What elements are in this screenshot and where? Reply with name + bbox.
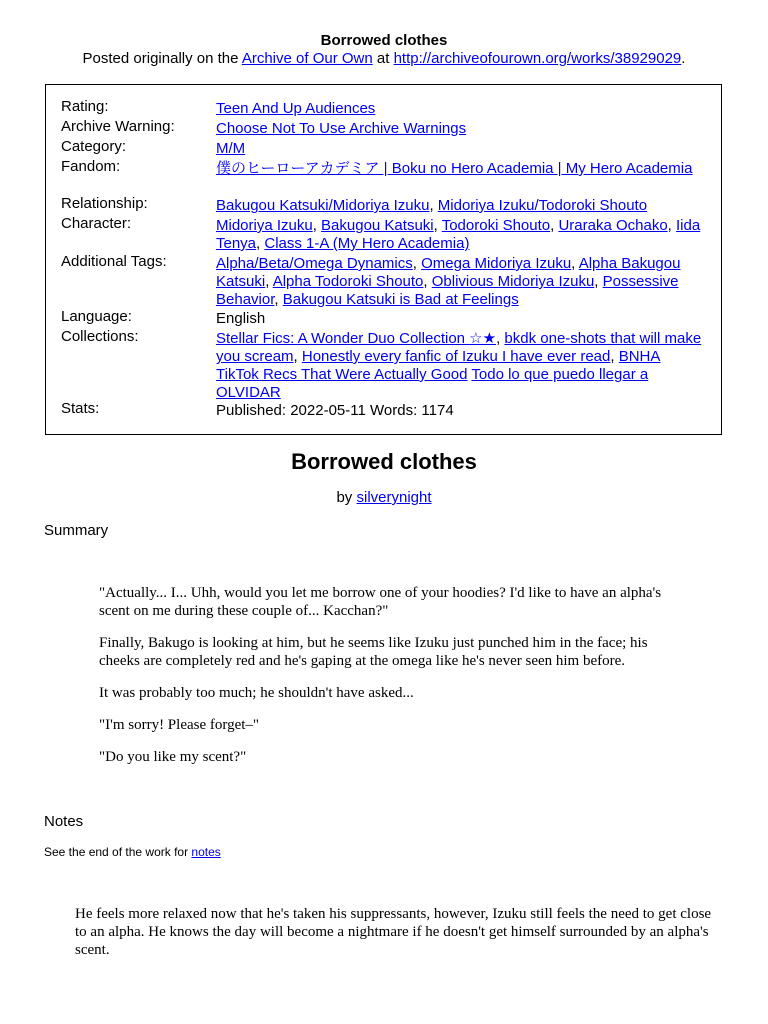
summary-block xyxy=(99,584,679,780)
work-title: Borrowed clothes xyxy=(291,449,477,474)
relationship-link[interactable]: Bakugou Katsuki/Midoriya Izuku xyxy=(216,197,430,214)
author-link[interactable]: silverynight xyxy=(356,489,432,506)
posted-prefix: Posted originally on the xyxy=(82,50,242,67)
collection-link[interactable]: BNHA TikTok Recs That Were Actually Good xyxy=(216,348,661,383)
stats-value: Published: 2022-05-11 Words: 1174 xyxy=(216,402,454,419)
notes-prefix: See the end of the work for xyxy=(44,845,192,859)
character-link[interactable]: Class 1-A (My Hero Academia) xyxy=(264,235,470,252)
category-label: Category: xyxy=(61,138,127,155)
rating-label: Rating: xyxy=(61,98,109,115)
archive-link[interactable]: Archive of Our Own xyxy=(241,50,373,67)
stats-label: Stats: xyxy=(61,400,100,417)
warning-label: Archive Warning: xyxy=(61,118,175,135)
rating-link[interactable]: Teen And Up Audiences xyxy=(216,100,376,117)
relationship-link[interactable]: Midoriya Izuku/Todoroki Shouto xyxy=(437,197,648,214)
tag-link[interactable]: Omega Midoriya Izuku xyxy=(421,255,572,272)
fandom-link[interactable]: 僕のヒーローアカデミア | Boku no Hero Academia | My Hero Academia xyxy=(216,160,693,177)
work-body xyxy=(75,905,715,959)
notes-link[interactable]: notes xyxy=(191,845,221,859)
notes-heading: Notes xyxy=(44,813,84,830)
posted-suffix: . xyxy=(681,50,686,67)
summary-paragraph: "I'm sorry! Please forget–" xyxy=(99,717,260,733)
notes-line xyxy=(44,845,221,860)
collection-link[interactable]: bkdk one-shots that will make you scream xyxy=(216,330,702,365)
summary-paragraph: Finally, Bakugo is looking at him, but he seems like Izuku just punched him in the face; his cheeks are completely red and he's gaping at the omega like he's never seen him before. xyxy=(99,635,648,669)
byline xyxy=(0,489,768,507)
tags-label: Additional Tags: xyxy=(61,253,167,270)
tag-link[interactable]: Oblivious Midoriya Izuku xyxy=(431,273,595,290)
by-prefix: by xyxy=(336,489,357,506)
metadata-box: Rating: Teen And Up Audiences Archive Warning: Choose Not To Use Archive Warnings Category: M/M Fandom: 僕のヒーローアカデミア | Boku no Hero Academia | My Hero Academia Relationship: Bakugou Katsuki/Midoriya Izuku, Midoriya Izuku/Todoroki Shouto Character: Midoriya Izuku, Bakugou Katsuki, Todoroki Shouto, Uraraka Ochako, Iida Tenya, Class 1-A (My Hero Academia) Additional Tags: Alpha/Beta/Omega Dynamics, Omega Midoriya Izuku, Alpha Bakugou Katsuki, Alpha Todoroki Shouto, Oblivious Midoriya Izuku, Possessive Behavior, Bakugou Katsuki is Bad at Feelings Language: English Collections: Stellar Fics: A Wonder Duo Collection ☆★, bkdk one-shots that will make you scream, Honestly every fanfic of Izuku I have ever read, BNHA TikTok Recs That Were Actually Good Todo lo que puedo llegar a OLVIDAR Stats: Published: 2022-05-11 Words: 1174 xyxy=(45,84,722,435)
warning-link[interactable]: Choose Not To Use Archive Warnings xyxy=(216,120,467,137)
tag-link[interactable]: Alpha Todoroki Shouto xyxy=(272,273,424,290)
collections-label: Collections: xyxy=(61,328,139,345)
tag-link[interactable]: Alpha/Beta/Omega Dynamics xyxy=(216,255,413,272)
character-link[interactable]: Todoroki Shouto xyxy=(441,217,551,234)
body-paragraph: He feels more relaxed now that he's taken his suppressants, however, Izuku still feels the need to get close to an alpha. He knows the day will become a nightmare if he doesn't get himself surrounded by an alpha's scent. xyxy=(75,906,712,958)
posted-mid: at xyxy=(372,50,394,67)
character-link[interactable]: Uraraka Ochako xyxy=(558,217,668,234)
language-label: Language: xyxy=(61,308,132,325)
summary-paragraph: "Actually... I... Uhh, would you let me borrow one of your hoodies? I'd like to have an alpha's scent on me during these couple of... Kacchan?" xyxy=(99,585,662,619)
fandom-label: Fandom: xyxy=(61,158,121,175)
tag-link[interactable]: Bakugou Katsuki is Bad at Feelings xyxy=(282,291,519,308)
collection-link[interactable]: Honestly every fanfic of Izuku I have ever read xyxy=(301,348,611,365)
character-link[interactable]: Iida Tenya xyxy=(216,217,701,252)
summary-paragraph: "Do you like my scent?" xyxy=(99,749,247,765)
category-link[interactable]: M/M xyxy=(216,140,246,157)
work-url-link[interactable]: http://archiveofourown.org/works/38929029 xyxy=(393,50,682,67)
character-link[interactable]: Bakugou Katsuki xyxy=(321,217,434,234)
collection-link[interactable]: Todo lo que puedo llegar a OLVIDAR xyxy=(216,366,649,401)
tag-link[interactable]: Alpha Bakugou Katsuki xyxy=(216,255,681,290)
summary-paragraph: It was probably too much; he shouldn't have asked... xyxy=(99,685,414,701)
tag-link[interactable]: Possessive Behavior xyxy=(216,273,679,308)
relationship-label: Relationship: xyxy=(61,195,148,212)
posted-line xyxy=(0,50,768,68)
language-value: English xyxy=(216,310,266,327)
document-title: Borrowed clothes xyxy=(320,32,448,49)
character-link[interactable]: Midoriya Izuku xyxy=(216,217,313,234)
collection-link[interactable]: Stellar Fics: A Wonder Duo Collection ☆★ xyxy=(216,330,497,347)
character-label: Character: xyxy=(61,215,132,232)
summary-heading: Summary xyxy=(44,522,109,539)
